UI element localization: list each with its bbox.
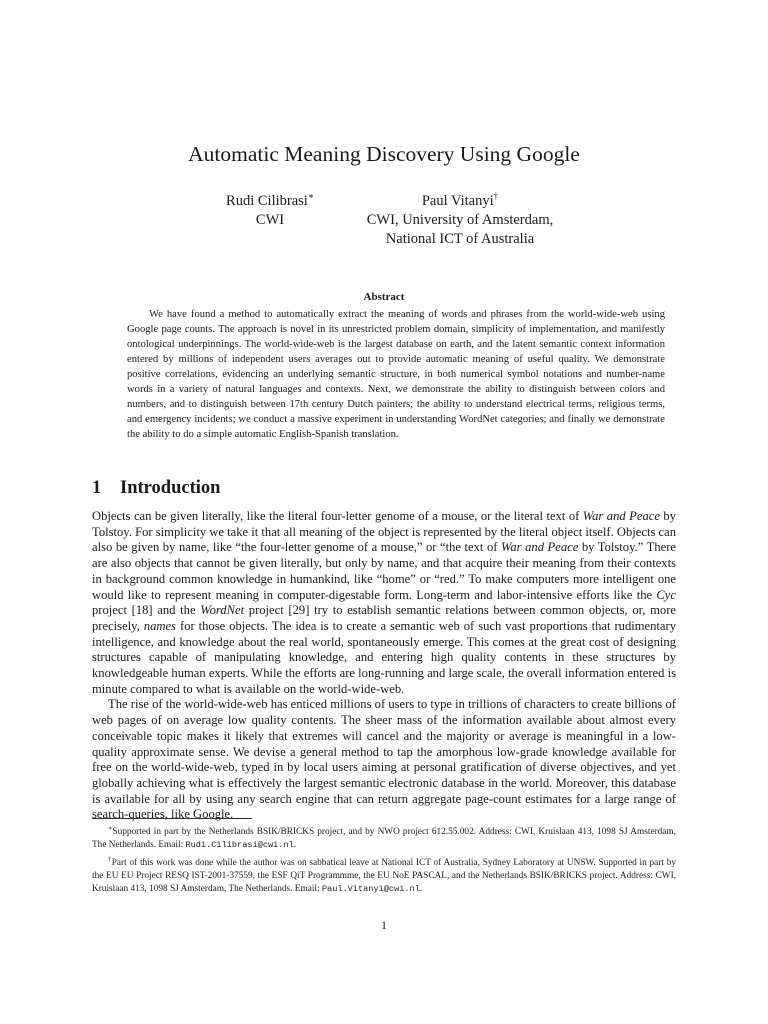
author-affiliation: CWI xyxy=(255,212,285,228)
email-address: Rudi.Cilibrasi@cwi.nl xyxy=(185,840,294,851)
author-affiliation: CWI, University of Amsterdam, xyxy=(366,212,554,228)
abstract-text: We have found a method to automatically extract the meaning of words and phrases from the world-wide-web using Google page counts. The approach is novel in its unrestricted problem domain, simplicity of implementation, and manifestly ontological underpinnings. The world-wide-web is the largest database on earth, and the latent semantic context information entered by millions of independent users averages out to provide automatic meaning of useful quality. We demonstrate positive correlations, evidencing an underlying semantic structure, in both numerical symbol notations and number-name words in a variety of natural languages and contexts. Next, we demonstrate the ability to distinguish between colors and numbers, and to distinguish between 17th century Dutch painters; the ability to understand electrical terms, religious terms, and emergency incidents; we conduct a massive experiment in understanding WordNet categories; and finally we demonstrate the ability to do a simple automatic English-Spanish translation. xyxy=(127,309,665,441)
footnotes xyxy=(92,818,676,897)
author-name: Rudi Cilibrasi∗ xyxy=(226,191,314,209)
author-affiliation: National ICT of Australia xyxy=(385,231,535,247)
email-address: Paul.Vitanyi@cwi.nl xyxy=(321,884,420,895)
author-block-cilibrasi xyxy=(200,192,340,230)
section-heading xyxy=(92,477,220,499)
footnote: ∗Supported in part by the Netherlands BSIK/BRICKS project, and by NWO project 612.55.002. Address: CWI, Kruislaan 413, 1098 SJ Amsterdam, The Netherlands. Email: Rudi.Cilibrasi@cwi.nl. xyxy=(92,825,676,851)
page-number: 1 xyxy=(381,918,387,932)
paragraph: The rise of the world-wide-web has enticed millions of users to type in trillions of characters to create billions of web pages of on average low quality contents. The sheer mass of the information available about almost every conceivable topic makes it likely that extremes will cancel and the majority or average is meaningful in a low-quality approximate sense. We devise a general method to tap the amorphous low-grade knowledge available for free on the world-wide-web, typed in by local users aiming at personal gratification of diverse objectives, and yet globally achieving what is effectively the largest semantic electronic database in the world. Moreover, this database is available for all by using any search engine that can return aggregate page-count estimates for a large range of search-queries, like Google. xyxy=(92,697,676,822)
author-name: Paul Vitanyi† xyxy=(421,191,499,209)
introduction-body xyxy=(92,509,676,823)
author-block-vitanyi xyxy=(345,192,575,249)
section-number: 1 xyxy=(92,478,102,498)
footnote: †Part of this work was done while the author was on sabbatical leave at National ICT of Australia, Sydney Laboratory at UNSW. Supported in part by the EU EU Project RESQ IST-2001-37559, the ESF QiT Programmme, the EU NoE PASCAL, and the Netherlands BSIK/BRICKS project. Address: CWI, Kruislaan 413, 1098 SJ Amsterdam, The Netherlands. Email: Paul.Vitanyi@cwi.nl. xyxy=(92,855,677,895)
paper-title: Automatic Meaning Discovery Using Google xyxy=(188,142,580,166)
section-title: Introduction xyxy=(120,478,221,498)
footnote-rule xyxy=(92,818,252,819)
abstract-heading: Abstract xyxy=(363,291,405,303)
paragraph: Objects can be given literally, like the literal four-letter genome of a mouse, or the literal text of War and Peace by Tolstoy. For simplicity we take it that all meaning of the object is represented by the literal object itself. Objects can also be given by name, like “the four-letter genome of a mouse,” or “the text of War and Peace by Tolstoy.” There are also objects that cannot be given literally, but only by name, and that acquire their meaning from their contexts in background common knowledge in humankind, like “home” or “red.” To make computers more intelligent one would like to represent meaning in computer-digestable form. Long-term and labor-intensive efforts like the Cyc project [18] and the WordNet project [29] try to establish semantic relations between common objects, or, more precisely, names for those objects. The idea is to create a semantic web of such vast proportions that rudimentary intelligence, and knowledge about the real world, spontaneously emerge. This comes at the great cost of designing structures capable of manipulating knowledge, and entering high quality contents in these structures by knowledgeable human experts. While the efforts are long-running and large scale, the overall information entered is minute compared to what is available on the world-wide-web. xyxy=(92,509,677,696)
